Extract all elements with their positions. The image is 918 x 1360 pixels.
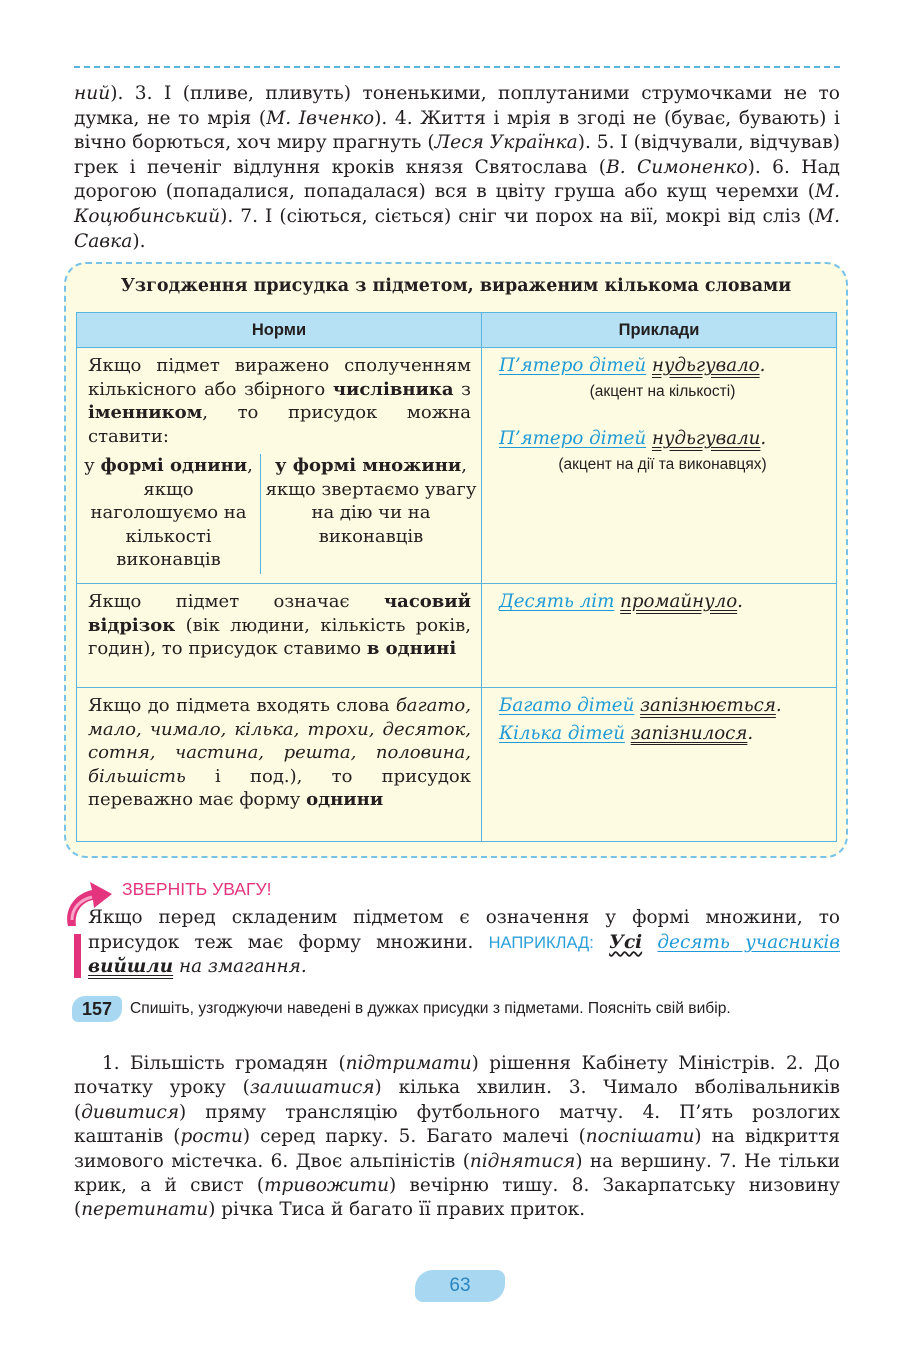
example-predicate: запізнюється xyxy=(640,695,776,716)
example-cell-1 xyxy=(482,348,837,584)
example-predicate: нудьгувало xyxy=(651,355,760,376)
example-line: П’ятеро дітей нудьгували. xyxy=(499,428,767,449)
norm-text-1: Якщо підмет виражено сполученням кількісного або збірного числівника з іменником, то присудок можна ставити: xyxy=(88,355,471,447)
rules-row-3 xyxy=(77,688,837,842)
example-subject: Десять літ xyxy=(499,591,615,612)
norm-split-singular: у формі однини, якщо наголошуємо на кількості виконавців xyxy=(77,454,261,574)
example-note: (акцент на кількості) xyxy=(589,382,736,400)
example-note: (акцент на дії та виконавцях) xyxy=(558,455,767,473)
example-predicate: вийшли xyxy=(88,956,174,978)
rules-table xyxy=(76,312,837,842)
example-line: Десять літ промайнуло. xyxy=(499,591,743,612)
norm-split xyxy=(77,454,481,574)
example-subject: П’ятеро дітей xyxy=(499,355,647,376)
rule-box xyxy=(64,262,848,858)
example-line: Багато дітей запізнюється. xyxy=(499,695,782,716)
attention-title: ЗВЕРНІТЬ УВАГУ! xyxy=(122,879,272,899)
example-cell-3 xyxy=(482,688,837,842)
top-paragraph xyxy=(74,82,840,254)
attention-text xyxy=(88,906,840,980)
norm-cell-2: Якщо підмет означає часовий відрізок (вік людини, кількість років, годин), то присудок ставимо в однині xyxy=(77,584,482,688)
rules-row-2 xyxy=(77,584,837,688)
rules-row-1 xyxy=(77,348,837,584)
example-predicate: промайнуло xyxy=(620,591,738,612)
example-cell-2 xyxy=(482,584,837,688)
norm-cell-3: Якщо до підмета входять слова багато, мало, чимало, кілька, трохи, десяток, сотня, частина, решта, половина, більшість і под.), то присудок переважно має форму однини xyxy=(77,688,482,842)
norm-cell-1 xyxy=(77,348,482,584)
exercise-task: Спишіть, узгоджуючи наведені в дужках присудки з підметами. Поясніть свій вибір. xyxy=(130,1000,731,1017)
example-predicate: запізнилося xyxy=(630,722,748,744)
norm-split-plural: у формі множини, якщо звертаємо увагу на дію чи на виконавців xyxy=(265,455,477,547)
attention-rule: Якщо перед складеним підметом є означення у формі множини, то присудок теж має форму множини. xyxy=(88,907,840,953)
example-subject: П’ятеро дітей xyxy=(499,428,647,449)
column-header-examples: Приклади xyxy=(482,313,837,348)
example-subject: Багато дітей xyxy=(499,695,635,716)
example-line: Кілька дітей запізнилося. xyxy=(499,722,754,744)
example-label: НАПРИКЛАД: xyxy=(488,933,594,952)
page-number: 63 xyxy=(415,1270,505,1302)
example-predicate: нудьгували xyxy=(651,428,761,449)
example-subject: десять учасників xyxy=(657,931,841,953)
rules-header-row xyxy=(77,313,837,348)
example-attribute: Усі xyxy=(609,931,643,953)
exercise-text: 1. Більшість громадян (підтримати) рішення Кабінету Міністрів. 2. До початку уроку (залишатися) кілька хвилин. 3. Чимало вболівальників (дивитися) пряму трансляцію футбольного матчу. 4. П’ять розлогих каштанів (рости) серед парку. 5. Багато малечі (поспішати) на відкриття зимового містечка. 6. Двоє альпіністів (піднятися) на вершину. 7. Не тільки крик, а й свист (тривожити) вечірню тишу. 8. Закарпатську низовину (перетинати) річка Тиса й багато її правих приток. xyxy=(74,1053,840,1221)
top-dashed-divider xyxy=(74,66,840,68)
top-paragraph-text: ний). 3. І (пливе, пливуть) тоненькими, поплутаними струмочками не то думка, не то мрія (М. Івченко). 4. Життя і мрія в згоді не (буває, бувають) і вічно борються, хоч миру прагнуть (Леся Українка). 5. І (відчували, відчував) грек і печеніг відлуння кроків князя Святослава (В. Симоненко). 6. Над дорогою (попадалися, попадалася) вся в цвіту груша або кущ черемхи (М. Коцюбинський). 7. І (сіються, сіється) сніг чи порох на вії, мокрі від сліз (М. Савка). xyxy=(74,83,840,252)
attention-side-bar xyxy=(74,934,81,978)
rule-box-title: Узгодження присудка з підметом, вираженим кількома словами xyxy=(120,276,792,296)
example-subject: Кілька дітей xyxy=(499,722,625,744)
example-rest: на змагання. xyxy=(178,956,307,978)
column-header-norms: Норми xyxy=(77,313,482,348)
example-line: П’ятеро дітей нудьгувало. xyxy=(499,355,766,376)
exercise-number-badge: 157 xyxy=(72,996,122,1022)
